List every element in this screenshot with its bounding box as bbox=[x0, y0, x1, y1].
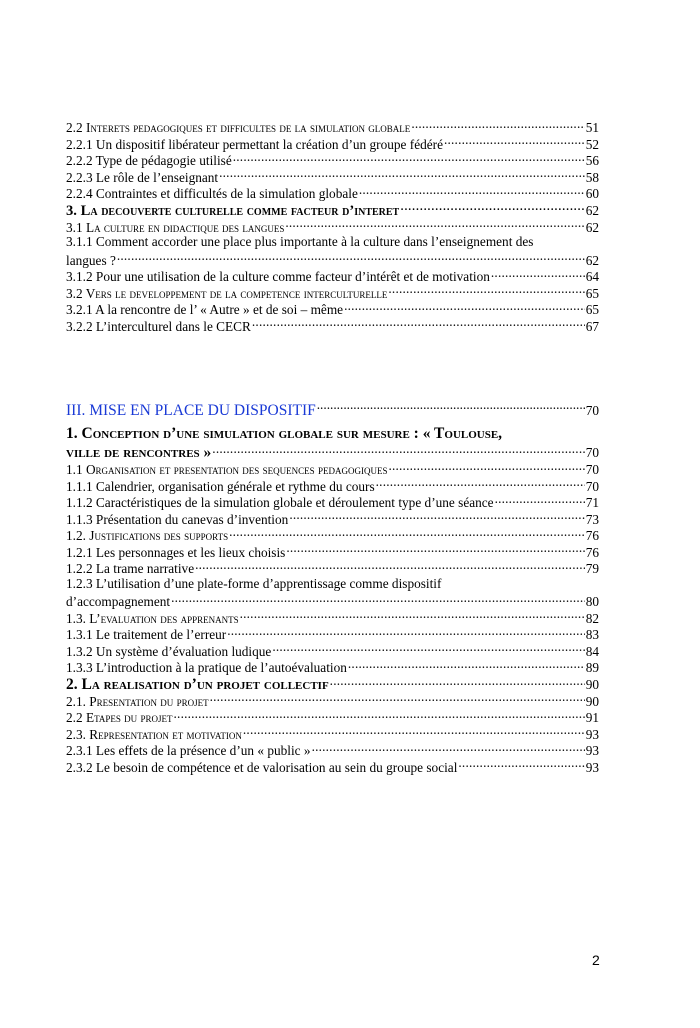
toc-entry[interactable] bbox=[66, 692, 599, 709]
dot-leader bbox=[195, 559, 585, 573]
dot-leader bbox=[171, 592, 585, 606]
toc-entry[interactable] bbox=[66, 725, 599, 742]
page-ref: 71 bbox=[585, 495, 599, 510]
toc-entry[interactable] bbox=[66, 493, 599, 510]
toc-entry[interactable] bbox=[66, 443, 599, 460]
page-ref: 62 bbox=[585, 219, 599, 235]
page-ref: 90 bbox=[585, 676, 599, 692]
page-ref: 62 bbox=[585, 252, 599, 268]
toc-entry-label: 1.3.3 L’introduction à la pratique de l’autoévaluation bbox=[66, 660, 347, 675]
page-ref: 89 bbox=[585, 660, 599, 675]
toc-entry-label: 1.1 Organisation et presentation des sequences pedagogiques bbox=[66, 462, 388, 477]
page-ref: 73 bbox=[585, 511, 599, 527]
toc-entry[interactable] bbox=[66, 477, 599, 494]
toc-entry-label: d’accompagnement bbox=[66, 594, 171, 609]
toc-entry-label: 3.2 Vers le developpement de la competence interculturelle bbox=[66, 285, 388, 301]
toc-entry-label: langues ? bbox=[66, 252, 116, 268]
toc-entry[interactable] bbox=[66, 317, 599, 334]
toc-entry-label: 1.2.1 Les personnages et les lieux choisis bbox=[66, 544, 286, 560]
toc-entry-line1[interactable]: 3.1.1 Comment accorder une place plus importante à la culture dans l’enseignement des bbox=[66, 234, 534, 249]
dot-leader bbox=[444, 135, 585, 149]
dot-leader bbox=[491, 267, 585, 281]
toc-entry[interactable] bbox=[66, 609, 599, 626]
toc-entry[interactable] bbox=[66, 658, 599, 675]
toc-entry[interactable] bbox=[66, 460, 599, 477]
toc-entry[interactable] bbox=[66, 284, 599, 301]
page-ref: 70 bbox=[585, 445, 599, 460]
page-ref: 83 bbox=[585, 627, 599, 642]
toc-entry[interactable] bbox=[66, 758, 599, 775]
dot-leader bbox=[359, 184, 585, 198]
dot-leader bbox=[348, 658, 585, 672]
page-ref: 64 bbox=[585, 269, 599, 284]
toc-entry[interactable] bbox=[66, 218, 599, 235]
page-ref: 51 bbox=[585, 120, 599, 135]
toc-entry-line1[interactable]: 1.2.3 L’utilisation d’une plate-forme d’apprentissage comme dispositif bbox=[66, 575, 442, 591]
toc-entry-label: 2.2.1 Un dispositif libérateur permettant la création d’un groupe fédéré bbox=[66, 136, 443, 152]
page-ref: 84 bbox=[585, 643, 599, 659]
toc-entry-label: 1.2. Justifications des supports bbox=[66, 528, 229, 543]
toc-entry-label: 2. La realisation d’un projet collectif bbox=[66, 675, 329, 693]
dot-leader bbox=[388, 460, 584, 474]
dot-leader bbox=[243, 725, 585, 739]
toc-entry-label: 1.3.2 Un système d’évaluation ludique bbox=[66, 643, 272, 659]
toc-entry-label: 2.2.2 Type de pédagogie utilisé bbox=[66, 153, 232, 168]
toc-entry-label: 1.1.1 Calendrier, organisation générale et rythme du cours bbox=[66, 478, 375, 494]
dot-leader bbox=[219, 168, 585, 182]
toc-entry-label: 2.2.3 Le rôle de l’enseignant bbox=[66, 169, 219, 185]
page-ref: 79 bbox=[585, 561, 599, 576]
dot-leader bbox=[240, 609, 585, 623]
dot-leader bbox=[317, 400, 585, 415]
toc-section-top bbox=[66, 118, 599, 333]
toc-entry-label: 2.3. Representation et motivation bbox=[66, 726, 242, 742]
page-ref: 70 bbox=[585, 478, 599, 494]
toc-entry-label: 3. La decouverte culturelle comme facteur d’interet bbox=[66, 202, 400, 219]
dot-leader bbox=[174, 708, 585, 722]
page-ref: 70 bbox=[585, 462, 599, 477]
page-ref: 80 bbox=[585, 594, 599, 609]
toc-entry[interactable] bbox=[66, 510, 599, 527]
toc-entry[interactable] bbox=[66, 526, 599, 543]
page-ref: 58 bbox=[585, 169, 599, 185]
toc-entry-label: 1.3. L’evaluation des apprenants bbox=[66, 610, 239, 626]
dot-leader bbox=[212, 443, 584, 457]
toc-part-heading[interactable] bbox=[66, 400, 599, 420]
toc-entry-label: 1.3.1 Le traitement de l’erreur bbox=[66, 627, 227, 642]
page-ref: 90 bbox=[585, 693, 599, 709]
toc-entry-label: 2.2 Etapes du projet bbox=[66, 710, 173, 725]
toc-entry[interactable] bbox=[66, 625, 599, 642]
toc-entry-label: 1.1.2 Caractéristiques de la simulation globale et déroulement type d’une séance bbox=[66, 495, 494, 510]
page-ref: 56 bbox=[585, 153, 599, 168]
toc-entry-label: 3.2.2 L’interculturel dans le CECR bbox=[66, 318, 251, 334]
toc-entry[interactable] bbox=[66, 543, 599, 560]
toc-entry[interactable] bbox=[66, 151, 599, 168]
dot-leader bbox=[272, 642, 584, 656]
toc-entry-line1[interactable]: 1. Conception d’une simulation globale sur mesure : « Toulouse, bbox=[66, 425, 503, 442]
page-ref: 65 bbox=[585, 285, 599, 301]
page-ref: 91 bbox=[585, 710, 599, 725]
toc-entry-label: 2.3.2 Le besoin de compétence et de valorisation au sein du groupe social bbox=[66, 759, 458, 775]
dot-leader bbox=[289, 510, 584, 524]
page-ref: 62 bbox=[585, 202, 599, 218]
toc-entry[interactable] bbox=[66, 675, 599, 692]
part-title: III. MISE EN PLACE DU DISPOSITIF bbox=[66, 402, 316, 419]
dot-leader bbox=[495, 493, 585, 507]
toc-entry[interactable] bbox=[66, 168, 599, 185]
toc-entry[interactable] bbox=[66, 118, 599, 135]
dot-leader bbox=[312, 741, 585, 755]
page-ref: 93 bbox=[585, 743, 599, 758]
dot-leader bbox=[229, 526, 585, 540]
toc-entry-label: ville de rencontres » bbox=[66, 444, 212, 461]
page-ref: 70 bbox=[585, 403, 599, 418]
dot-leader bbox=[233, 151, 585, 165]
toc-entry[interactable] bbox=[66, 201, 599, 218]
toc-section-bottom bbox=[66, 424, 599, 774]
toc-entry[interactable] bbox=[66, 184, 599, 201]
toc-entry-label: 1.1.3 Présentation du canevas d’invention bbox=[66, 511, 289, 527]
page-ref: 76 bbox=[585, 544, 599, 560]
dot-leader bbox=[400, 201, 584, 215]
toc-entry[interactable] bbox=[66, 251, 599, 268]
dot-leader bbox=[411, 118, 584, 132]
toc-entry-label: 3.1.2 Pour une utilisation de la culture comme facteur d’intérêt et de motivation bbox=[66, 269, 490, 284]
dot-leader bbox=[330, 675, 585, 689]
dot-leader bbox=[286, 543, 584, 557]
toc-entry[interactable] bbox=[66, 741, 599, 758]
toc-entry-label: 2.3.1 Les effets de la présence d’un « public » bbox=[66, 743, 311, 758]
toc-entry[interactable] bbox=[66, 708, 599, 725]
toc-entry-label: 2.2.4 Contraintes et difficultés de la simulation globale bbox=[66, 186, 358, 201]
toc-entry-label: 2.2 Interets pedagogiques et difficultes de la simulation globale bbox=[66, 120, 411, 135]
dot-leader bbox=[227, 625, 584, 639]
page-ref: 82 bbox=[585, 610, 599, 626]
dot-leader bbox=[388, 284, 584, 298]
dot-leader bbox=[117, 251, 585, 265]
toc-entry[interactable] bbox=[66, 135, 599, 152]
dot-leader bbox=[458, 758, 584, 772]
page-number: 2 bbox=[592, 952, 600, 968]
toc-entry-label: 1.2.2 La trame narrative bbox=[66, 561, 195, 576]
page-ref: 76 bbox=[585, 528, 599, 543]
toc-entry-label: 2.1. Presentation du projet bbox=[66, 693, 209, 709]
toc-entry-label: 3.1 La culture en didactique des langues bbox=[66, 219, 285, 235]
toc-entry[interactable] bbox=[66, 642, 599, 659]
toc-entry[interactable] bbox=[66, 559, 599, 576]
page-ref: 67 bbox=[585, 318, 599, 334]
page-ref: 93 bbox=[585, 759, 599, 775]
dot-leader bbox=[252, 317, 585, 331]
page-ref: 52 bbox=[585, 136, 599, 152]
page-ref: 65 bbox=[585, 302, 599, 317]
toc-entry-label: 3.2.1 A la rencontre de l’ « Autre » et de soi – même bbox=[66, 302, 344, 317]
toc-entry[interactable] bbox=[66, 592, 599, 609]
dot-leader bbox=[344, 300, 585, 314]
toc-entry[interactable] bbox=[66, 300, 599, 317]
page-ref: 93 bbox=[585, 726, 599, 742]
dot-leader bbox=[210, 692, 585, 706]
dot-leader bbox=[376, 477, 585, 491]
toc-entry[interactable] bbox=[66, 267, 599, 284]
dot-leader bbox=[285, 218, 584, 232]
table-of-contents bbox=[66, 118, 599, 774]
page-ref: 60 bbox=[585, 186, 599, 201]
